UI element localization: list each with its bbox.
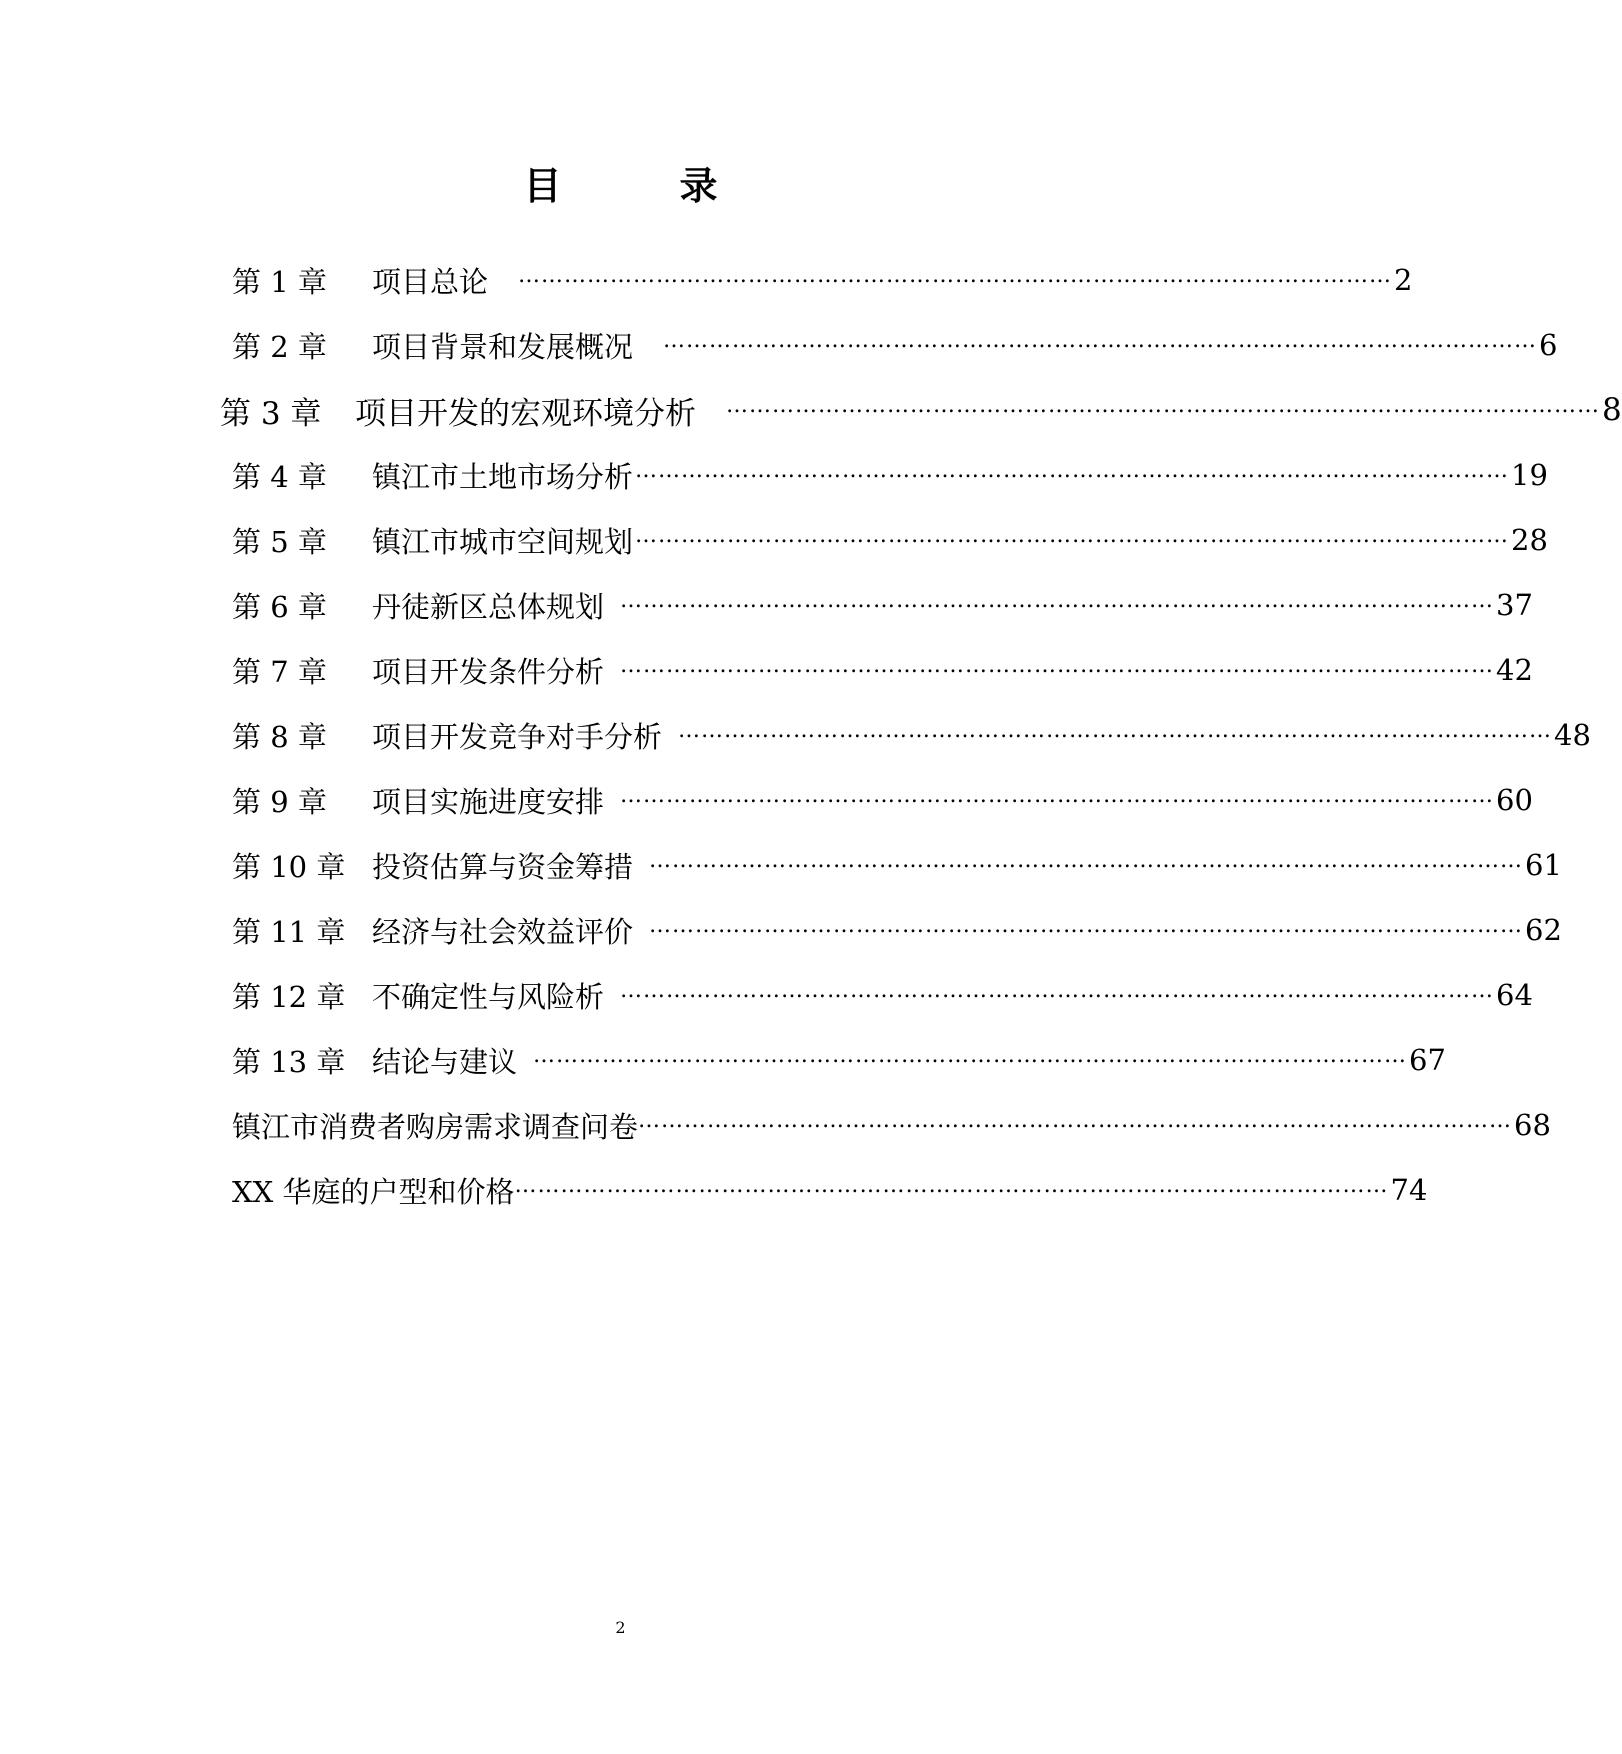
page-number: 2: [615, 1618, 626, 1637]
toc-leader-dots: ……………………………………………………………………………………………………: [518, 263, 1393, 288]
toc-leader-dots: ……………………………………………………………………………………………………: [620, 653, 1495, 678]
toc-entry[interactable]: [232, 780, 1533, 820]
toc-entry-title: 经济与社会效益评价: [372, 914, 634, 949]
toc-leader-dots: ……………………………………………………………………………………………………: [649, 848, 1524, 873]
toc-leader-dots: ……………………………………………………………………………………………………: [678, 718, 1553, 743]
toc-entry[interactable]: [232, 1040, 1446, 1080]
toc-page-number: 28: [1511, 523, 1548, 557]
toc-leader-dots: ……………………………………………………………………………………………………: [620, 588, 1495, 613]
toc-leader-dots: ……………………………………………………………………………………………………: [663, 328, 1538, 353]
toc-leader-dots: ……………………………………………………………………………………………………: [620, 978, 1495, 1003]
toc-leader-dots: ……………………………………………………………………………………………………: [635, 458, 1510, 483]
toc-chapter-label: 第 7 章: [232, 654, 327, 689]
toc-leader-dots: ……………………………………………………………………………………………………: [514, 1173, 1389, 1198]
toc-entry[interactable]: [232, 260, 1413, 300]
toc-entry-title: 镇江市土地市场分析: [372, 459, 634, 494]
toc-entry-title: 项目开发的宏观环境分析: [355, 395, 696, 432]
toc-chapter-label: 第 2 章: [232, 329, 327, 364]
toc-page-number: 60: [1496, 783, 1533, 817]
toc-page-number: 64: [1496, 978, 1533, 1012]
toc-entry[interactable]: [232, 325, 1558, 365]
toc-entry[interactable]: [232, 520, 1548, 560]
toc-title: 目 录: [523, 164, 758, 208]
toc-chapter-label: 第 10 章: [232, 849, 346, 884]
toc-entry[interactable]: [232, 650, 1533, 690]
toc-page-number: 2: [1394, 263, 1413, 297]
toc-leader-dots: ……………………………………………………………………………………………………: [635, 523, 1510, 548]
toc-page-number: 42: [1496, 653, 1533, 687]
toc-entry[interactable]: [232, 715, 1591, 755]
toc-entry-title: 镇江市消费者购房需求调查问卷: [232, 1109, 639, 1144]
toc-leader-dots: ……………………………………………………………………………………………………: [620, 783, 1495, 808]
toc-leader-dots: ……………………………………………………………………………………………………: [726, 393, 1600, 418]
toc-entry[interactable]: [232, 910, 1562, 950]
toc-entry-title: 不确定性与风险析: [372, 979, 605, 1014]
toc-entry-title: 项目开发条件分析: [372, 654, 605, 689]
toc-entry[interactable]: [232, 585, 1533, 625]
toc-page-number: 19: [1511, 458, 1548, 492]
toc-entry[interactable]: [232, 975, 1533, 1015]
toc-page-number: 62: [1525, 913, 1562, 947]
toc-entry-title: 项目总论: [372, 264, 489, 299]
toc-entry[interactable]: [232, 1170, 1428, 1210]
toc-page-number: 61: [1525, 848, 1562, 882]
toc-entry-title: 结论与建议: [372, 1044, 518, 1079]
toc-entry[interactable]: [232, 845, 1562, 885]
toc-page-number: 48: [1554, 718, 1591, 752]
toc-chapter-label: 第 9 章: [232, 784, 327, 819]
toc-chapter-label: 第 1 章: [232, 264, 327, 299]
toc-chapter-label: 第 6 章: [232, 589, 327, 624]
toc-entry-title: 项目背景和发展概况: [372, 329, 634, 364]
toc-page-number: 6: [1539, 328, 1558, 362]
toc-entry-title: 项目开发竞争对手分析: [372, 719, 663, 754]
toc-entry-title: XX 华庭的户型和价格: [232, 1174, 515, 1209]
toc-chapter-label: 第 12 章: [232, 979, 346, 1014]
toc-page-number: 74: [1390, 1173, 1428, 1207]
toc-leader-dots: ……………………………………………………………………………………………………: [638, 1108, 1513, 1133]
toc-chapter-label: 第 11 章: [232, 914, 346, 949]
toc-chapter-label: 第 5 章: [232, 524, 327, 559]
toc-chapter-label: 第 3 章: [220, 395, 322, 432]
toc-entry[interactable]: [232, 455, 1548, 495]
toc-page-number: 8: [1602, 392, 1622, 428]
toc-leader-dots: ……………………………………………………………………………………………………: [649, 913, 1524, 938]
toc-page-number: 67: [1409, 1043, 1446, 1077]
toc-entry-title: 投资估算与资金筹措: [372, 849, 634, 884]
toc-page-number: 37: [1496, 588, 1533, 622]
toc-entry-title: 丹徒新区总体规划: [372, 589, 605, 624]
toc-chapter-label: 第 4 章: [232, 459, 327, 494]
toc-chapter-label: 第 13 章: [232, 1044, 346, 1079]
toc-entry[interactable]: [220, 390, 1622, 432]
toc-entry-title: 镇江市城市空间规划: [372, 524, 634, 559]
toc-entry[interactable]: [232, 1105, 1551, 1145]
toc-page-number: 68: [1514, 1108, 1551, 1142]
toc-leader-dots: ……………………………………………………………………………………………………: [533, 1043, 1408, 1068]
toc-chapter-label: 第 8 章: [232, 719, 327, 754]
toc-entry-title: 项目实施进度安排: [372, 784, 605, 819]
